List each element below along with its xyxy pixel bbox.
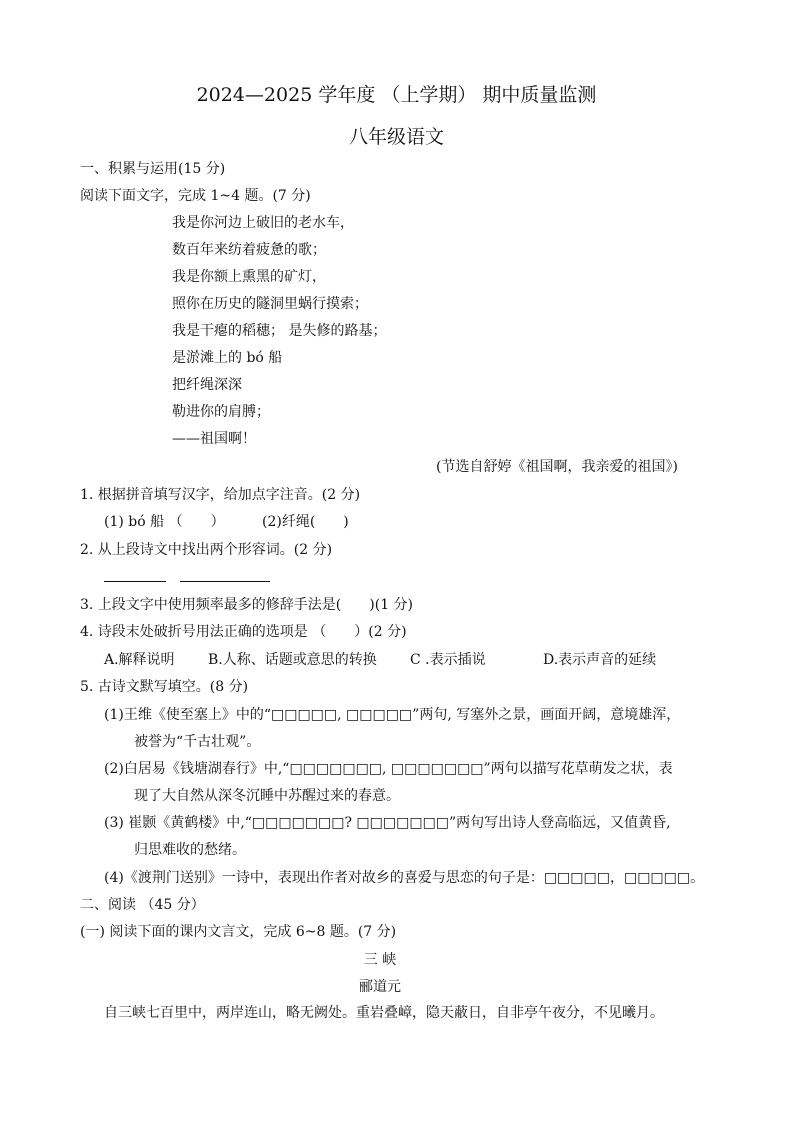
question-1-part-1: (1) bó 船 （ ）: [104, 514, 225, 530]
question-2: 2. 从上段诗文中找出两个形容词。(2 分): [80, 542, 333, 558]
option-d: D.表示声音的延续: [543, 652, 657, 668]
option-c: C .表示插说: [410, 652, 486, 668]
poem-line: 勒进你的肩膊；: [172, 404, 270, 420]
poem-line: 是淤滩上的 bó 船: [172, 350, 283, 366]
section-1-heading: 一、积累与运用(15 分): [80, 161, 226, 177]
text-author: 郦道元: [359, 979, 401, 995]
question-5-3-cont: 归思难收的愁绪。: [134, 842, 246, 858]
question-5-3: (3) 崔颢《黄鹤楼》中,“□□□□□□□? □□□□□□□”两句写出诗人登高临远，又值黄昏,: [104, 815, 671, 831]
question-5: 5. 古诗文默写填空。(8 分): [80, 679, 249, 695]
question-4: 4. 诗段末处破折号用法正确的选项是 （ ）(2 分): [80, 624, 407, 640]
question-5-1: (1)王维《使至塞上》中的“□□□□□, □□□□□”两句, 写塞外之景，画面开阔，意境雄浑，: [104, 707, 681, 723]
poem-line: 我是干瘪的稻穗； 是失修的路基；: [172, 323, 387, 339]
poem-line: 照你在历史的隧洞里蜗行摸索；: [172, 296, 368, 312]
option-b: B.人称、话题或意思的转换: [208, 652, 377, 668]
question-5-1-cont: 被誉为“千古壮观”。: [134, 734, 261, 750]
option-a: A.解释说明: [104, 652, 175, 668]
answer-blank[interactable]: [180, 565, 270, 582]
poem-line: 我是你河边上破旧的老水车，: [172, 215, 354, 231]
question-3: 3. 上段文字中使用频率最多的修辞手法是( )(1 分): [80, 597, 414, 613]
text-title: 三 峡: [363, 952, 397, 968]
text-paragraph: 自三峡七百里中，两岸连山，略无阙处。重岩叠嶂，隐天蔽日，自非亭午夜分，不见曦月。: [104, 1005, 664, 1021]
section-2-heading: 二、阅读 （45 分）: [80, 897, 205, 913]
question-1: 1. 根据拼音填写汉字，给加点字注音。(2 分): [80, 487, 361, 503]
poem-line: 把纤绳深深: [172, 377, 242, 393]
answer-blank[interactable]: [104, 565, 166, 582]
section-2-part-1: (一) 阅读下面的课内文言文，完成 6~8 题。(7 分): [80, 924, 397, 940]
poem-source: (节选自舒婷《祖国啊，我亲爱的祖国》): [436, 459, 678, 475]
question-1-part-2: (2)纤绳( ): [262, 514, 349, 530]
poem-line: 我是你额上熏黑的矿灯，: [172, 269, 326, 285]
question-2-answer-lines: [104, 562, 270, 582]
question-5-4: (4)《渡荆门送别》一诗中，表现出作者对故乡的喜爱与思恋的句子是：□□□□□，□□□□□。: [104, 870, 705, 886]
question-5-2: (2)白居易《钱塘湖春行》中,“□□□□□□□, □□□□□□□”两句以描写花草萌发之状，表: [104, 761, 673, 777]
question-5-2-cont: 现了大自然从深冬沉睡中苏醒过来的春意。: [134, 788, 400, 804]
poem-line: 数百年来纺着疲惫的歌；: [172, 242, 326, 258]
exam-title: 2024—2025 学年度 （上学期） 期中质量监测: [196, 84, 597, 106]
poem-line: ——祖国啊！: [172, 431, 256, 447]
exam-subtitle: 八年级语文: [348, 126, 444, 148]
section-1-intro: 阅读下面文字，完成 1~4 题。(7 分): [80, 188, 311, 204]
